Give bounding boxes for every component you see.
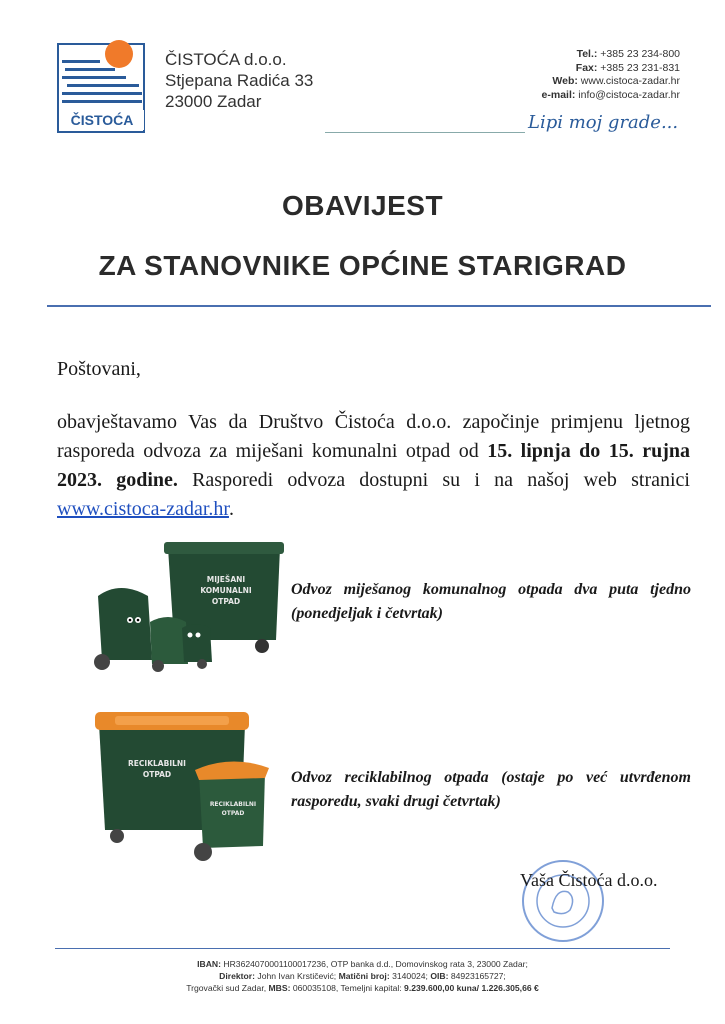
iban-info: HR3624070001100017236, OTP banka d.d., Domovinskog rata 3, 23000 Zadar; xyxy=(223,959,528,969)
signature: Vaša Čistoća d.o.o. xyxy=(520,870,658,890)
company-name: ČISTOĆA d.o.o. xyxy=(165,50,287,69)
website-link[interactable]: www.cistoca-zadar.hr xyxy=(57,498,229,520)
tel-value: +385 23 234-800 xyxy=(600,48,680,60)
logo-text: ČISTOĆA xyxy=(70,112,134,128)
notice-paragraph xyxy=(57,408,690,524)
email-label: e-mail: xyxy=(541,88,576,101)
iban-label: IBAN: xyxy=(197,959,221,969)
email-value[interactable]: info@cistoca-zadar.hr xyxy=(578,88,680,101)
mbs-label: MBS: xyxy=(268,983,291,993)
para-dates: 15. lipnja do 15. rujna 2023. godine. xyxy=(57,440,690,491)
recycle-small-label-line1: RECIKLABILNI xyxy=(209,801,257,808)
greeting: Poštovani, xyxy=(57,358,141,380)
director-name: John Ivan Krstičević; xyxy=(257,971,337,981)
footer xyxy=(0,958,725,994)
bin-label-line2: KOMUNALNI xyxy=(200,586,252,595)
capital-value: 9.239.600,00 kuna/ 1.226.305,66 € xyxy=(404,983,539,993)
company-address xyxy=(165,49,313,112)
mbs-value: 060035108, xyxy=(292,983,339,993)
mb-label: Matični broj: xyxy=(338,971,390,981)
recycle-small-label-line2: OTPAD xyxy=(221,810,245,817)
title-rule xyxy=(47,305,711,307)
company-city: 23000 Zadar xyxy=(165,92,262,111)
mixed-waste-caption: Odvoz miješanog komunalnog otpada dva puta tjedno (ponedjeljak i četvrtak) xyxy=(291,581,691,622)
contact-block xyxy=(542,48,680,102)
bin-label-line3: OTPAD xyxy=(211,597,241,606)
recycle-label-line1: RECIKLABILNI xyxy=(128,759,186,768)
recyclable-bins-image xyxy=(95,710,295,870)
motto: Lipi moj grade... xyxy=(528,112,679,133)
bin-label-line1: MIJEŠANI xyxy=(206,575,246,584)
mb-value: 3140024; xyxy=(392,971,428,981)
fax-label: Fax: xyxy=(575,61,598,74)
notice-subtitle: ZA STANOVNIKE OPĆINE STARIGRAD xyxy=(98,250,627,281)
oib-label: OIB: xyxy=(430,971,449,981)
cistoca-logo xyxy=(57,38,147,134)
recyclable-caption: Odvoz reciklabilnog otpada (ostaje po već utvrđenom rasporedu, svaki drugi četvrtak) xyxy=(291,769,691,810)
para-end: . xyxy=(228,498,234,520)
footer-divider xyxy=(55,948,670,949)
capital-label: Temeljni kapital: xyxy=(340,983,402,993)
oib-value: 84923165727; xyxy=(450,971,506,981)
fax-value: +385 23 231-831 xyxy=(600,61,680,74)
web-value[interactable]: www.cistoca-zadar.hr xyxy=(580,75,680,87)
header-divider xyxy=(325,132,525,133)
director-label: Direktor: xyxy=(219,971,255,981)
tel-label: Tel.: xyxy=(576,48,598,60)
notice-title: OBAVIJEST xyxy=(281,190,444,221)
recycle-label-line2: OTPAD xyxy=(142,770,172,779)
court: Trgovački sud Zadar, xyxy=(186,983,267,993)
para-start: obavještavamo Vas da Društvo Čistoća d.o.o. započinje primjenu ljetnog rasporeda odvoza za miješani komunalni otpad od xyxy=(57,411,690,462)
web-label: Web: xyxy=(552,75,578,87)
para-mid: Rasporedi odvoza dostupni su i na našoj web stranici xyxy=(177,469,690,491)
company-street: Stjepana Radića 33 xyxy=(165,71,314,90)
mixed-waste-bins-image xyxy=(90,540,290,680)
